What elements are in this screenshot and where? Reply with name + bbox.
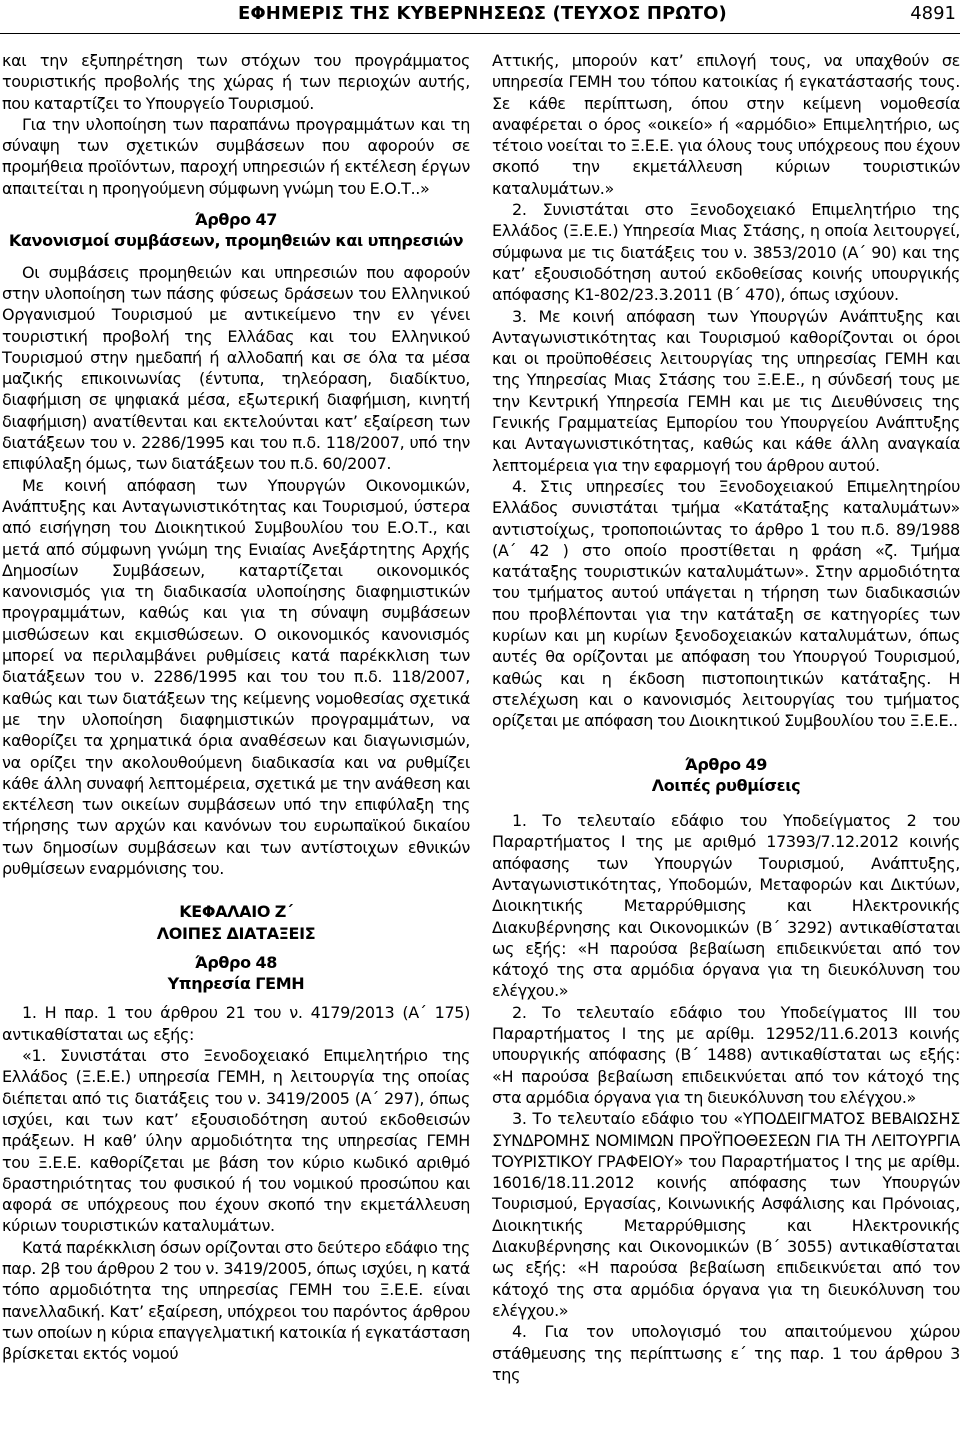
page-header bbox=[0, 0, 960, 34]
header-rule bbox=[0, 33, 960, 34]
paragraph: Κατά παρέκκλιση όσων ορίζονται στο δεύτερο εδάφιο της παρ. 2β του άρθρου 2 του ν. 3419/2005, όπως ισχύει, η κατά τόπο αρμοδιότητα της υπηρεσίας ΓΕΜΗ του Ξ.Ε.Ε. είναι πανελλαδική. Κατ’ εξαίρεση, υπόχρεοι του παρόντος άρθρου των οποίων η κύρια επαγγελματική κατοικία ή εγκατάσταση βρίσκεται εκτός νομού bbox=[2, 1237, 470, 1364]
article-47-title: Κανονισμοί συμβάσεων, προμηθειών και υπηρεσιών bbox=[8, 231, 464, 251]
paragraph: Αττικής, μπορούν κατ’ επιλογή τους, να υπαχθούν σε υπηρεσία ΓΕΜΗ του τόπου κατοικίας ή εγκατάστασής τους. Σε κάθε περίπτωση, όπου στην κείμενη νομοθεσία αναφέρεται ο όρος «οικείο» ή «αρμόδιο» Επιμελητήριο, ως τέτοιο νοείται το Ξ.Ε.Ε. για όλους τους υπόχρεους που έχουν σκοπό την εκμετάλλευση κύριων τουριστικών καταλυμάτων.» bbox=[492, 51, 960, 198]
paragraph: 2. Συνιστάται στο Ξενοδοχειακό Επιμελητήριο της Ελλάδος (Ξ.Ε.Ε.) Υπηρεσία Μιας Στάσης, η οποία λειτουργεί, σύμφωνα με τις διατάξεις του ν. 3853/2010 (Α΄ 90) και της κατ’ εξουσιοδότηση αυτού εκδοθείσας κοινής υπουργικής απόφασης Κ1‑802/23.3.2011 (Β΄ 470), όπως ισχύουν. bbox=[492, 200, 960, 305]
article-49-number: Άρθρο 49 bbox=[684, 754, 768, 774]
paragraph: και την εξυπηρέτηση των στόχων του προγράμματος τουριστικής προβολής της χώρας ή των περιοχών αυτής, που καταρτίζει το Υπουργείο Τουρισμού. bbox=[2, 51, 470, 113]
paragraph: 4. Για τον υπολογισμό του απαιτούμενου χώρου στάθμευσης της περίπτωσης ε΄ της παρ. 1 του άρθρου 3 της bbox=[492, 1322, 960, 1384]
chapter-title: ΛΟΙΠΕΣ ΔΙΑΤΑΞΕΙΣ bbox=[156, 923, 316, 943]
paragraph: 4. Στις υπηρεσίες του Ξενοδοχειακού Επιμελητηρίου Ελλάδος συνιστάται τμήμα «Κατάταξης καταλυμάτων» αντιστοίχως, τροποποιώντας το άρθρο 1 του π.δ. 89/1988 (Α΄ 42 ) στο οποίο προστίθεται η φράση «ζ. Τμήμα κατάταξης τουριστικών καταλυμάτων». Στην αρμοδιότητα του τμήματος αυτού υπάγεται η τήρηση των διαδικασιών που προβλέπονται για την κατάταξη σε κατηγορίες των κυρίων και μη κυρίων ξενοδοχειακών καταλυμάτων, όπως αυτές θα ορίζονται με απόφαση του Υπουργού Τουρισμού, καθώς και η έκδοση πιστοποιητικών κατάταξης. Η στελέχωση και ο κανονισμός λειτουργίας του τμήματος ορίζεται με απόφαση του Διοικητικού Συμβουλίου του Ξ.Ε.Ε.. bbox=[492, 476, 960, 731]
paragraph: 3. Το τελευταίο εδάφιο του «ΥΠΟΔΕΙΓΜΑΤΟΣ ΒΕΒΑΙΩΣΗΣ ΣΥΝΔΡΟΜΗΣ ΝΟΜΙΜΩΝ ΠΡΟΫΠΟΘΕΣΕΩΝ ΓΙΑ ΤΗ ΛΕΙΤΟΥΡΓΙΑ ΤΟΥΡΙΣΤΙΚΟΥ ΓΡΑΦΕΙΟΥ» του Παραρτήματος I της με αρίθμ. 16016/18.11.2012 κοινής απόφασης των Υπουργών Τουρισμού, Εργασίας, Κοινωνικής Ασφάλισης και Πρόνοιας, Διοικητικής Μεταρρύθμισης και Ηλεκτρονικής Διακυβέρνησης και Οικονομικών (Β΄ 3055) αντικαθίσταται ως εξής: «Η παρούσα βεβαίωση επιδεικνύεται από τον κάτοχό της στα αρμόδια όργανα για τη διευκόλυνση του ελέγχου.» bbox=[492, 1109, 960, 1320]
article-47-number: Άρθρο 47 bbox=[194, 210, 278, 230]
page-number: 4891 bbox=[910, 3, 956, 24]
left-column bbox=[2, 50, 470, 1365]
paragraph: 1. Η παρ. 1 του άρθρου 21 του ν. 4179/2013 (Α΄ 175) αντικαθίσταται ως εξής: bbox=[2, 1003, 470, 1044]
paragraph: 2. Το τελευταίο εδάφιο του Υποδείγματος III του Παραρτήματος I της με αρίθμ. 12952/11.6.2013 κοινής υπουργικής απόφασης (Β΄ 1488) αντικαθίσταται ως εξής: «Η παρούσα βεβαίωση επιδεικνύεται από τον κάτοχό της στα αρμόδια όργανα για τη διευκόλυνση του ελέγχου.» bbox=[492, 1002, 960, 1107]
paragraph: 1. Το τελευταίο εδάφιο του Υποδείγματος 2 του Παραρτήματος I της με αριθμό 17393/7.12.2012 κοινής απόφασης των Υπουργών Τουρισμού, Ανάπτυξης, Ανταγωνιστικότητας, Υποδομών, Μεταφορών και Δικτύων, Διοικητικής Μεταρρύθμισης και Ηλεκτρονικής Διακυβέρνησης και Οικονομικών (Β΄ 3292) αντικαθίσταται ως εξής: «Η παρούσα βεβαίωση επιδεικνύεται από τον κάτοχό της στα αρμόδια όργανα για τη διευκόλυνση του ελέγχου.» bbox=[492, 811, 960, 1001]
article-49-title: Λοιπές ρυθμίσεις bbox=[651, 775, 801, 795]
paragraph: Για την υλοποίηση των παραπάνω προγραμμάτων και τη σύναψη των σχετικών συμβάσεων που αφορούν σε προμήθεια προϊόντων, παροχή υπηρεσιών ή εκτέλεση έργων απαιτείται η προηγούμενη σύμφωνη γνώμη του Ε.Ο.Τ..» bbox=[2, 114, 470, 198]
running-title: ΕΦΗΜΕΡΙΣ ΤΗΣ ΚΥΒΕΡΝΗΣΕΩΣ (ΤΕΥΧΟΣ ΠΡΩΤΟ) bbox=[238, 3, 727, 24]
article-48-title: Υπηρεσία ΓΕΜΗ bbox=[167, 974, 305, 994]
right-column bbox=[492, 50, 960, 1385]
chapter-number: ΚΕΦΑΛΑΙΟ Ζ΄ bbox=[179, 902, 293, 922]
paragraph: Με κοινή απόφαση των Υπουργών Οικονομικών, Ανάπτυξης και Ανταγωνιστικότητας και Τουρισμού, ύστερα από εισήγηση του Διοικητικού Συμβουλίου του Ε.Ο.Τ., και μετά από σύμφωνη γνώμη της Ενιαίας Ανεξάρτητης Αρχής Δημοσίων Συμβάσεων, καταρτίζεται οικονομικός κανονισμός για τη διαδικασία υλοποίησης διαφημιστικών προγραμμάτων, καθώς και για τη σύναψη συμβάσεων μισθώσεων και εκμισθώσεων. Ο οικονομικός κανονισμός μπορεί να περιλαμβάνει ρυθμίσεις κατά παρέκκλιση των διατάξεων του ν. 2286/1995 και του του π.δ. 118/2007, καθώς και των διατάξεων της κείμενης νομοθεσίας σχετικά με την υλοποίηση διαφημιστικών προγραμμάτων, να καθορίζει τα χρηματικά όρια αναθέσεων και διαγωνισμών, να ορίζει την ακολουθούμενη διαδικασία και να ρυθμίζει κάθε άλλη συναφή λεπτομέρεια, σχετικά με την ανάθεση και εκτέλεση των οικείων συμβάσεων υπό την επιφύλαξη της τήρησης των αρχών και κανόνων του ευρωπαϊκού δικαίου των δημοσίων συμβάσεων και των αντίστοιχων εθνικών ρυθμίσεων εναρμόνισης του. bbox=[2, 475, 470, 878]
article-48-number: Άρθρο 48 bbox=[194, 952, 278, 972]
paragraph: 3. Με κοινή απόφαση των Υπουργών Ανάπτυξης και Ανταγωνιστικότητας και Τουρισμού καθορίζονται οι όροι και οι προϋποθέσεις λειτουργίας της υπηρεσίας ΓΕΜΗ και της Υπηρεσίας Μιας Στάσης του Ξ.Ε.Ε., η σύνδεσή τους με την Κεντρική Υπηρεσία ΓΕΜΗ και με τις Διευθύνσεις της Γενικής Γραμματείας Εμπορίου του Υπουργείου Ανάπτυξης και Ανταγωνιστικότητας, καθώς και κάθε άλλη αναγκαία λεπτομέρεια για την εφαρμογή του άρθρου αυτού. bbox=[492, 306, 960, 475]
paragraph: «1. Συνιστάται στο Ξενοδοχειακό Επιμελητήριο της Ελλάδος (Ξ.Ε.Ε.) υπηρεσία ΓΕΜΗ, η λειτουργία της οποίας διέπεται από τις διατάξεις του ν. 3419/2005 (Α΄ 297), όπως ισχύει, και των κατ’ εξουσιοδότηση αυτού εκδοθεισών πράξεων. Η καθ’ ύλην αρμοδιότητα της υπηρεσίας ΓΕΜΗ του Ξ.Ε.Ε. καθορίζεται με βάση τον κύριο κωδικό αριθμό δραστηριότητας του φυσικού ή του νομικού προσώπου και αφορά σε υπόχρεους που έχουν σκοπό την εκμετάλλευση κύριων τουριστικών καταλυμάτων. bbox=[2, 1046, 470, 1236]
paragraph: Οι συμβάσεις προμηθειών και υπηρεσιών που αφορούν στην υλοποίηση των πάσης φύσεως δράσεων του Ελληνικού Οργανισμού Τουρισμού με αντικείμενο την εν γένει τουριστική προβολή της Ελλάδας και του Ελληνικού Τουρισμού στην ημεδαπή ή αλλοδαπή και σε όλα τα μέσα μαζικής επικοινωνίας (έντυπα, τηλεόραση, διαδίκτυο, διαφήμιση σε ψηφιακά μέσα, εξωτερική διαφήμιση, κινητή διαφήμιση) ανατίθενται και εκτελούνται κατ’ εξαίρεση των διατάξεων του ν. 2286/1995 και του π.δ. 118/2007, υπό την επιφύλαξη όμως, των διατάξεων του π.δ. 60/2007. bbox=[2, 262, 470, 474]
